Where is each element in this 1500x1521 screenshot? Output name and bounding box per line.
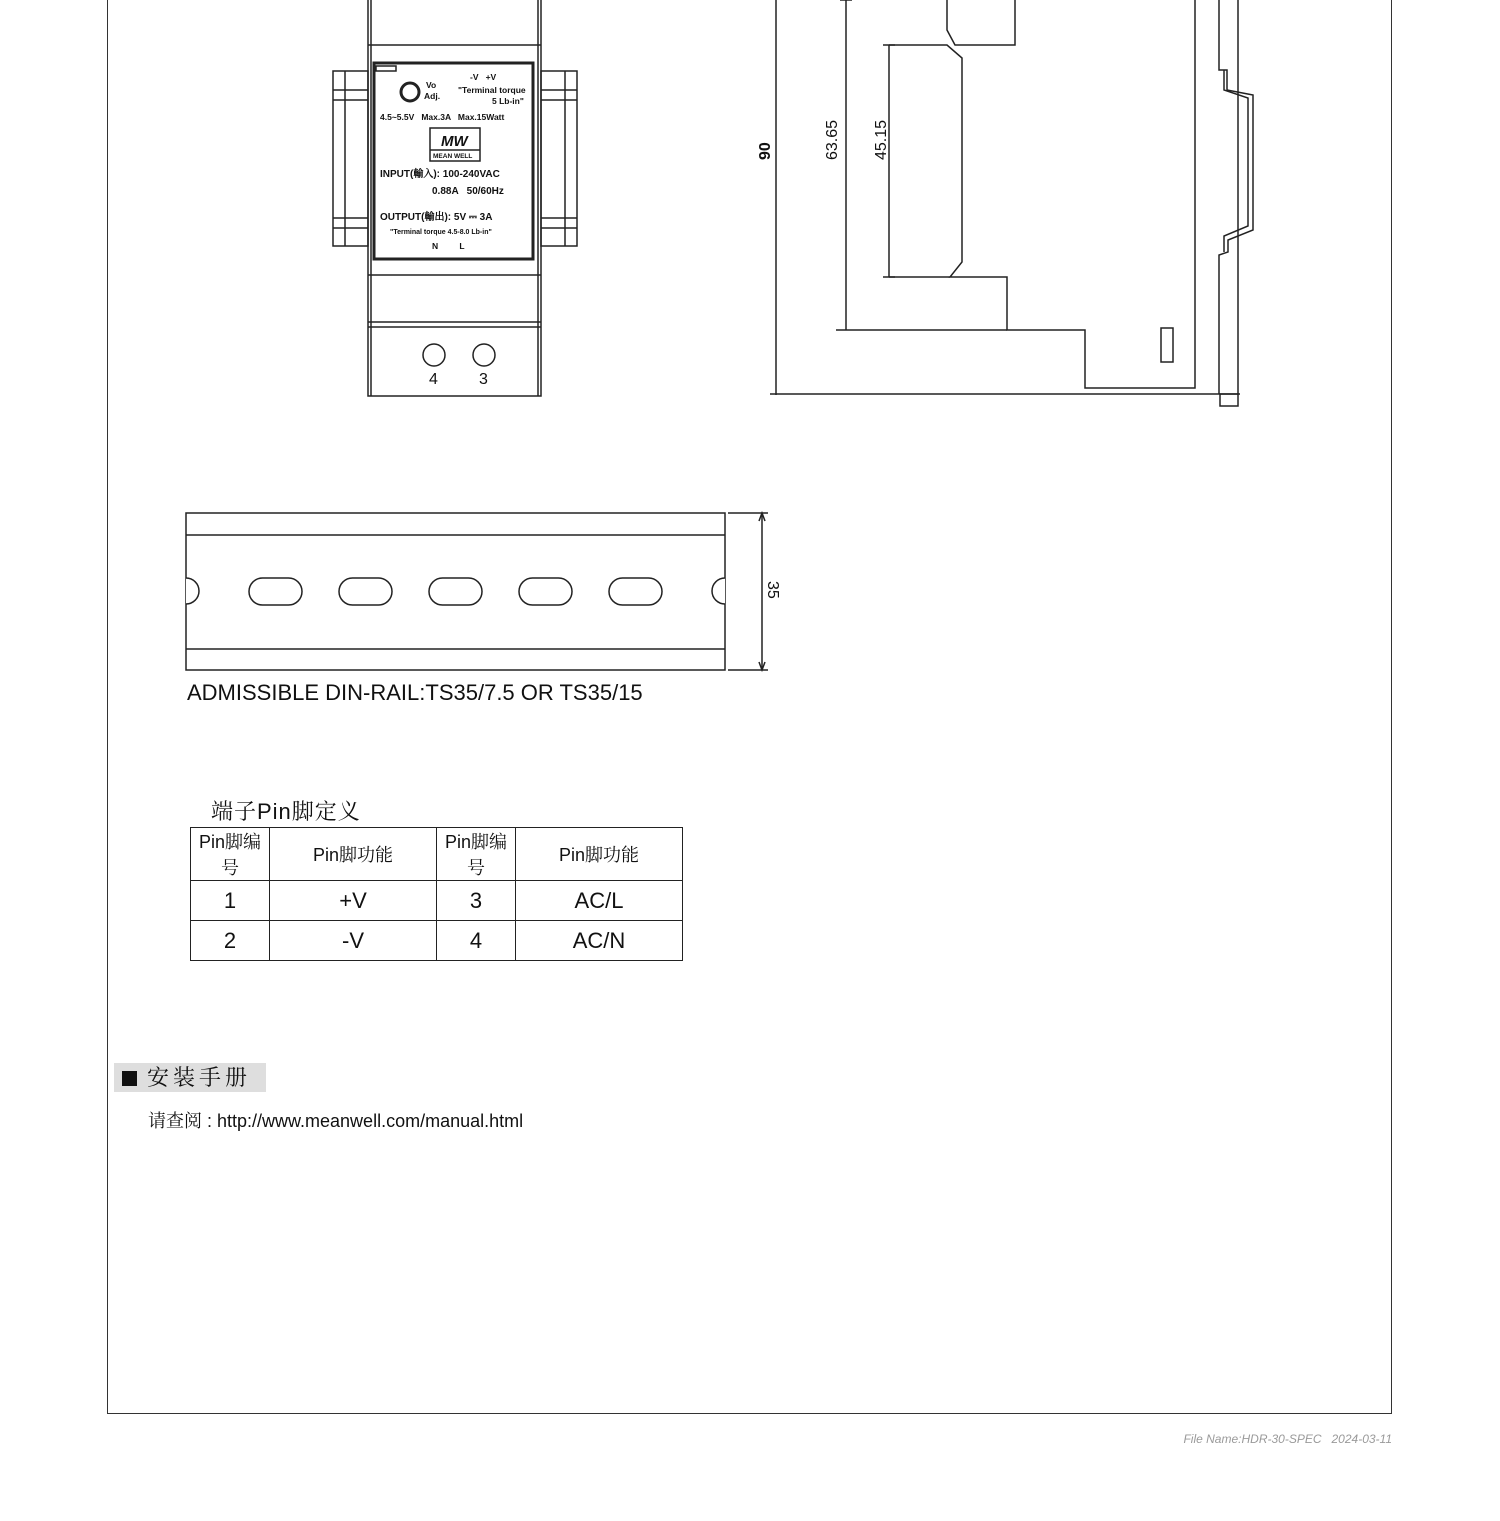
dimension-45-15: 45.15 — [873, 119, 890, 160]
rail-dimension-35: 35 — [764, 581, 781, 599]
header-pin-function-2: Pin脚功能 — [516, 828, 683, 881]
terminal-nl-label: N L — [432, 241, 465, 251]
table-cell: AC/N — [516, 921, 683, 961]
vo-label: Vo — [426, 80, 437, 90]
pin-number-3: 3 — [479, 371, 488, 388]
polarity-label: -V +V — [470, 72, 497, 82]
footer — [1173, 1432, 1392, 1446]
front-view-drawing — [333, 0, 577, 396]
manual-link[interactable]: 请查阅 : http://www.meanwell.com/manual.html — [148, 1111, 524, 1131]
pin-number-4: 4 — [429, 371, 438, 388]
terminal-torque-top-1: "Terminal torque — [458, 85, 526, 95]
footer-date: 2024-03-11 — [1331, 1432, 1392, 1446]
table-cell: -V — [270, 921, 437, 961]
manual-section-heading — [114, 1063, 266, 1092]
rating-label: 4.5~5.5V Max.3A Max.15Watt — [380, 112, 505, 122]
footer-file-name: File Name:HDR-30-SPEC — [1183, 1432, 1322, 1446]
output-label: OUTPUT(輸出): 5V ⎓ 3A — [380, 212, 493, 223]
header-pin-number-2: Pin脚编号 — [437, 828, 516, 881]
side-view-drawing — [770, 0, 1253, 406]
manual-heading-text: 安装手册 — [147, 1065, 252, 1090]
table-row — [191, 881, 683, 921]
table-cell: 4 — [437, 921, 516, 961]
table-cell: AC/L — [516, 881, 683, 921]
pin-table-title: 端子Pin脚定义 — [211, 799, 361, 824]
table-cell: +V — [270, 881, 437, 921]
meanwell-logo-text: MEAN WELL — [433, 153, 473, 160]
din-rail-caption: ADMISSIBLE DIN-RAIL:TS35/7.5 OR TS35/15 — [187, 680, 643, 705]
input-current-label: 0.88A 50/60Hz — [432, 186, 504, 197]
din-rail-drawing — [186, 513, 768, 670]
header-pin-number: Pin脚编号 — [191, 828, 270, 881]
pin-definition-table — [190, 827, 683, 961]
header-pin-function: Pin脚功能 — [270, 828, 437, 881]
terminal-torque-top-2: 5 Lb-in" — [492, 96, 524, 106]
terminal-torque-bottom: "Terminal torque 4.5-8.0 Lb-in" — [390, 229, 492, 236]
meanwell-logo-mark: MW — [441, 133, 468, 150]
dimension-63-65: 63.65 — [824, 119, 841, 160]
square-bullet-icon — [122, 1071, 137, 1086]
input-label: INPUT(輸入): 100-240VAC — [380, 169, 500, 180]
table-cell: 2 — [191, 921, 270, 961]
dimension-90: 90 — [757, 142, 774, 160]
table-cell: 1 — [191, 881, 270, 921]
table-row — [191, 921, 683, 961]
table-cell: 3 — [437, 881, 516, 921]
adj-label: Adj. — [424, 91, 441, 101]
table-header-row — [191, 828, 683, 881]
